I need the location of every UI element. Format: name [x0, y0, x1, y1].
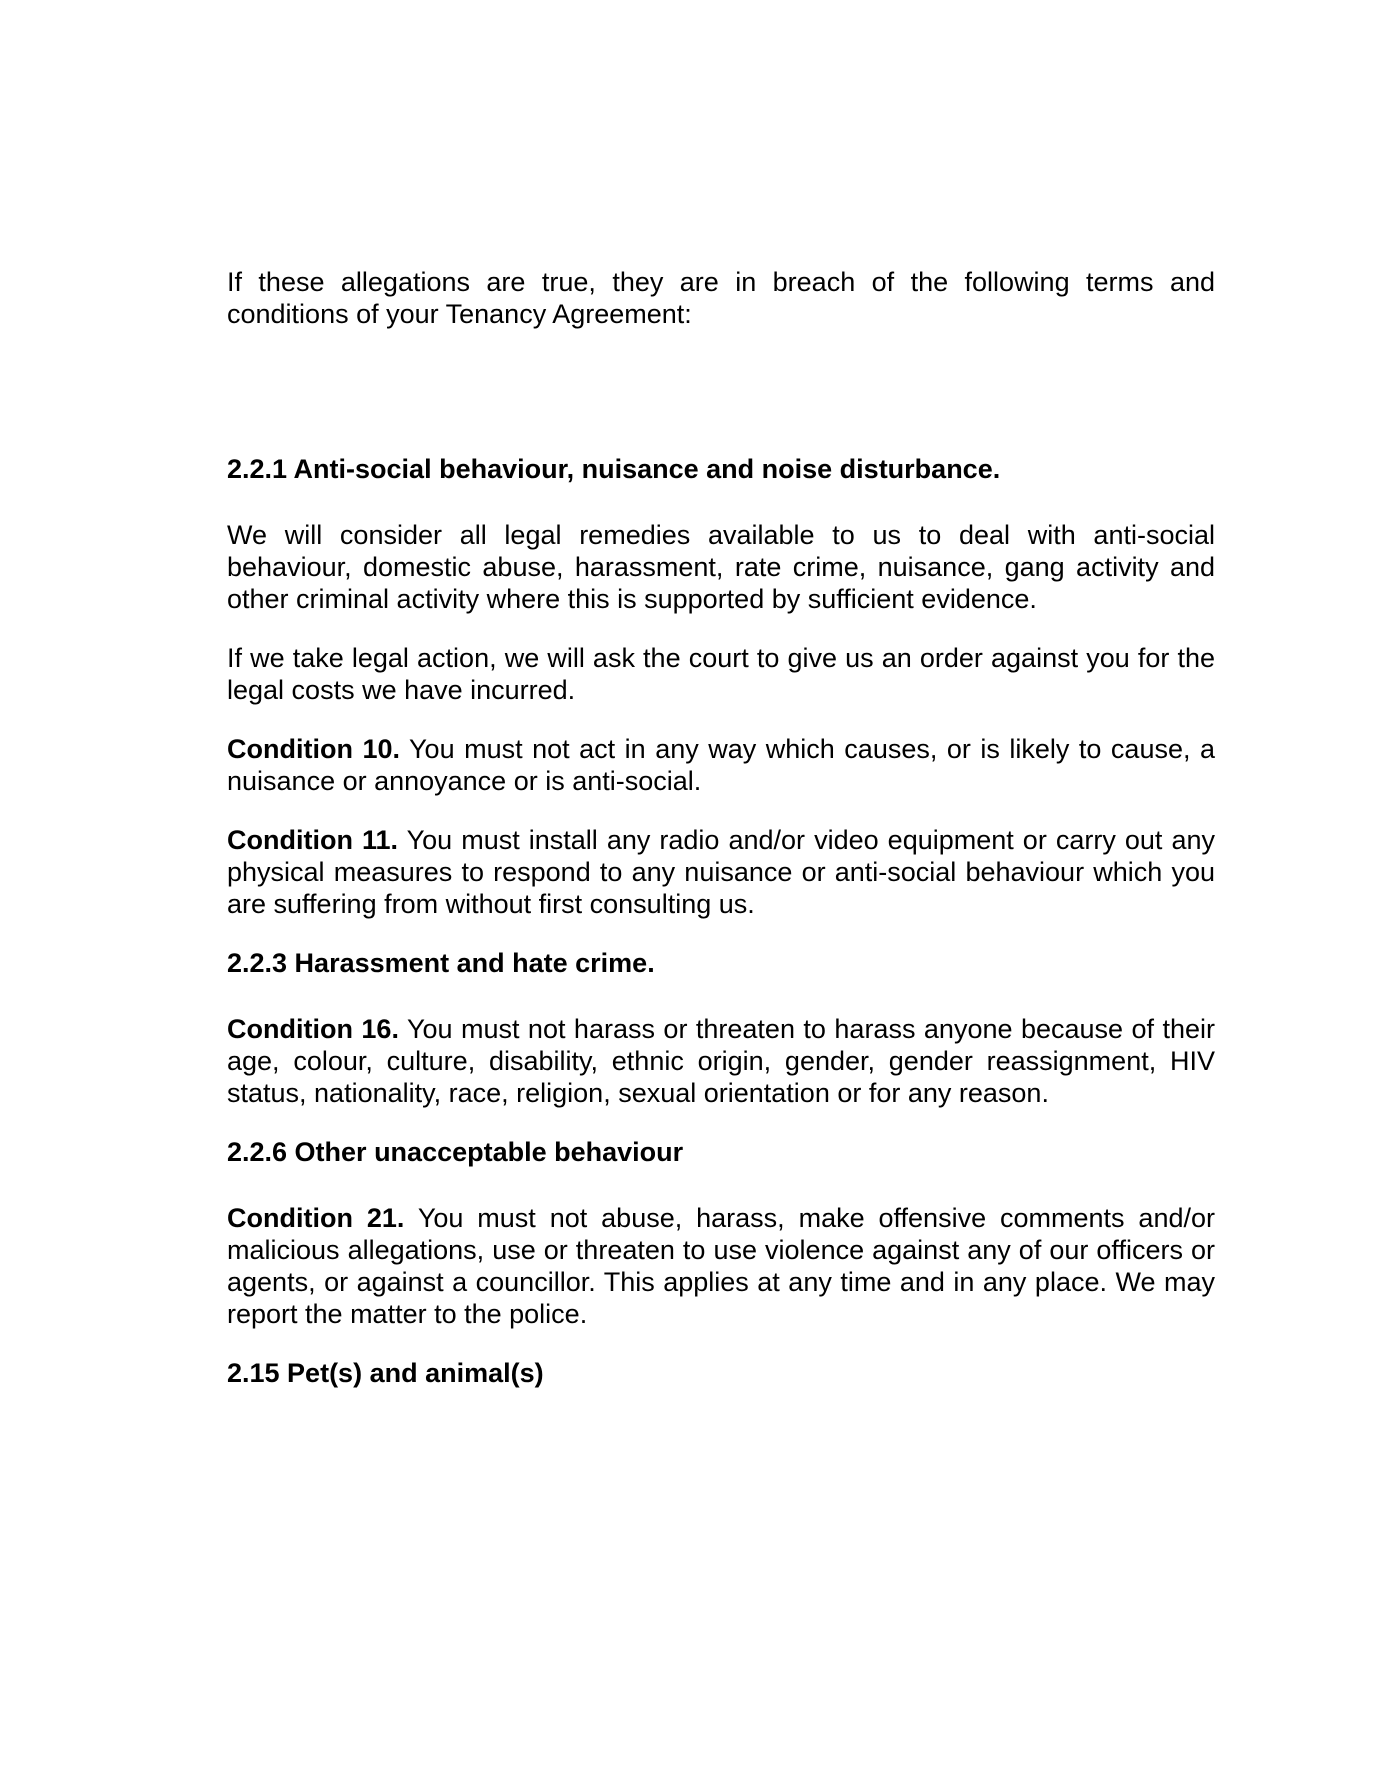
- condition-16-paragraph: [227, 1013, 1215, 1109]
- condition-21-label: Condition 21.: [227, 1203, 405, 1233]
- condition-11-label: Condition 11.: [227, 825, 399, 855]
- letter-body: [227, 266, 1215, 1423]
- condition-16-label: Condition 16.: [227, 1014, 399, 1044]
- section-heading-anti-social-behaviour: 2.2.1 Anti-social behaviour, nuisance and noise disturbance.: [227, 454, 1001, 484]
- section-heading-other-unacceptable-behaviour: 2.2.6 Other unacceptable behaviour: [227, 1137, 684, 1167]
- condition-11-text: You must install any radio and/or video equipment or carry out any physical measures to respond to any nuisance or anti-social behaviour which you are suffering from without first consulting us.: [227, 825, 1215, 919]
- legal-remedies-paragraph: We will consider all legal remedies available to us to deal with anti-social behaviour, domestic abuse, harassment, rate crime, nuisance, gang activity and other criminal activity where this is supported by sufficient evidence.: [227, 520, 1215, 614]
- condition-21-text: You must not abuse, harass, make offensive comments and/or malicious allegations, use or threaten to use violence against any of our officers or agents, or against a councillor. This applies at any time and in any place. We may report the matter to the police.: [227, 1203, 1215, 1329]
- section-heading-harassment-hate-crime: 2.2.3 Harassment and hate crime.: [227, 948, 655, 978]
- legal-action-paragraph: If we take legal action, we will ask the court to give us an order against you for the legal costs we have incurred.: [227, 643, 1215, 705]
- condition-21-paragraph: [227, 1202, 1215, 1330]
- section-heading-pets-and-animals: 2.15 Pet(s) and animal(s): [227, 1358, 544, 1388]
- condition-16-text: You must not harass or threaten to harass anyone because of their age, colour, culture, disability, ethnic origin, gender, gender reassignment, HIV status, nationality, race, religion, sexual orientation or for any reason.: [227, 1014, 1215, 1108]
- condition-10-paragraph: [227, 733, 1215, 797]
- intro-paragraph: If these allegations are true, they are in breach of the following terms and conditions of your Tenancy Agreement:: [227, 267, 1215, 329]
- condition-11-paragraph: [227, 824, 1215, 920]
- condition-10-label: Condition 10.: [227, 734, 400, 764]
- condition-10-text: You must not act in any way which causes, or is likely to cause, a nuisance or annoyance or is anti-social.: [227, 734, 1215, 796]
